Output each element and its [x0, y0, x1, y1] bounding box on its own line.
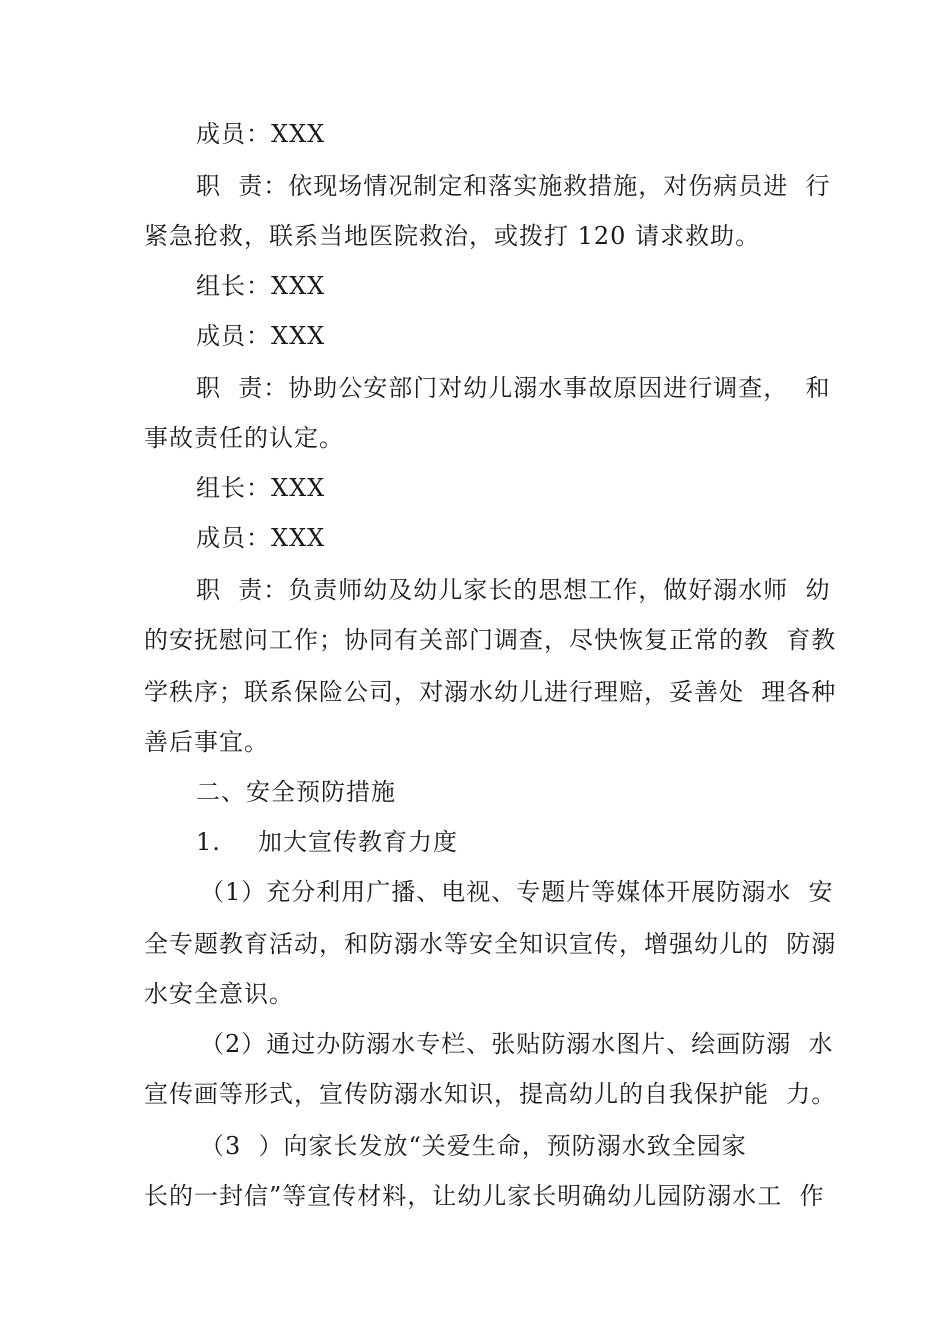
leader-line: 组长：XXX — [196, 272, 326, 300]
duty-line-cont: 善后事宜。 — [144, 728, 269, 756]
duty-line-cont: 学秩序；联系保险公司，对溺水幼儿进行理赔，妥善处 理各种 — [144, 678, 837, 706]
paragraph-line: 宣传画等形式，宣传防溺水知识，提高幼儿的自我保护能 力。 — [144, 1080, 837, 1108]
leader-line: 组长：XXX — [196, 474, 326, 502]
paragraph-line: （1）充分利用广播、电视、专题片等媒体开展防溺水 安 — [200, 878, 834, 906]
duty-line-cont: 事故责任的认定。 — [144, 424, 344, 452]
member-line: 成员：XXX — [196, 322, 326, 350]
duty-line-cont: 的安抚慰问工作；协同有关部门调查，尽快恢复正常的教 育教 — [144, 626, 837, 654]
member-line: 成员：XXX — [196, 120, 326, 148]
paragraph-line: （2）通过办防溺水专栏、张贴防溺水图片、绘画防溺 水 — [200, 1030, 834, 1058]
paragraph-line: 长的一封信”等宣传材料，让幼儿家长明确幼儿园防溺水工 作 — [144, 1182, 825, 1210]
duty-line-cont: 紧急抢救，联系当地医院救治，或拨打 120 请求救助。 — [144, 222, 761, 250]
duty-line: 职 责：依现场情况制定和落实施救措施，对伤病员进 行 — [196, 172, 831, 200]
paragraph-line: 水安全意识。 — [144, 980, 294, 1008]
duty-line: 职 责：负责师幼及幼儿家长的思想工作，做好溺水师 幼 — [196, 576, 831, 604]
paragraph-line: 全专题教育活动，和防溺水等安全知识宣传，增强幼儿的 防溺 — [144, 930, 837, 958]
duty-line: 职 责：协助公安部门对幼儿溺水事故原因进行调查， 和 — [196, 374, 831, 402]
paragraph-line: （3 ）向家长发放“关爱生命，预防溺水致全园家 — [200, 1132, 747, 1160]
member-line: 成员：XXX — [196, 524, 326, 552]
subsection-number: 1. — [196, 828, 221, 856]
subsection-title: 加大宣传教育力度 — [258, 828, 458, 856]
section-heading: 二、安全预防措施 — [196, 778, 396, 806]
